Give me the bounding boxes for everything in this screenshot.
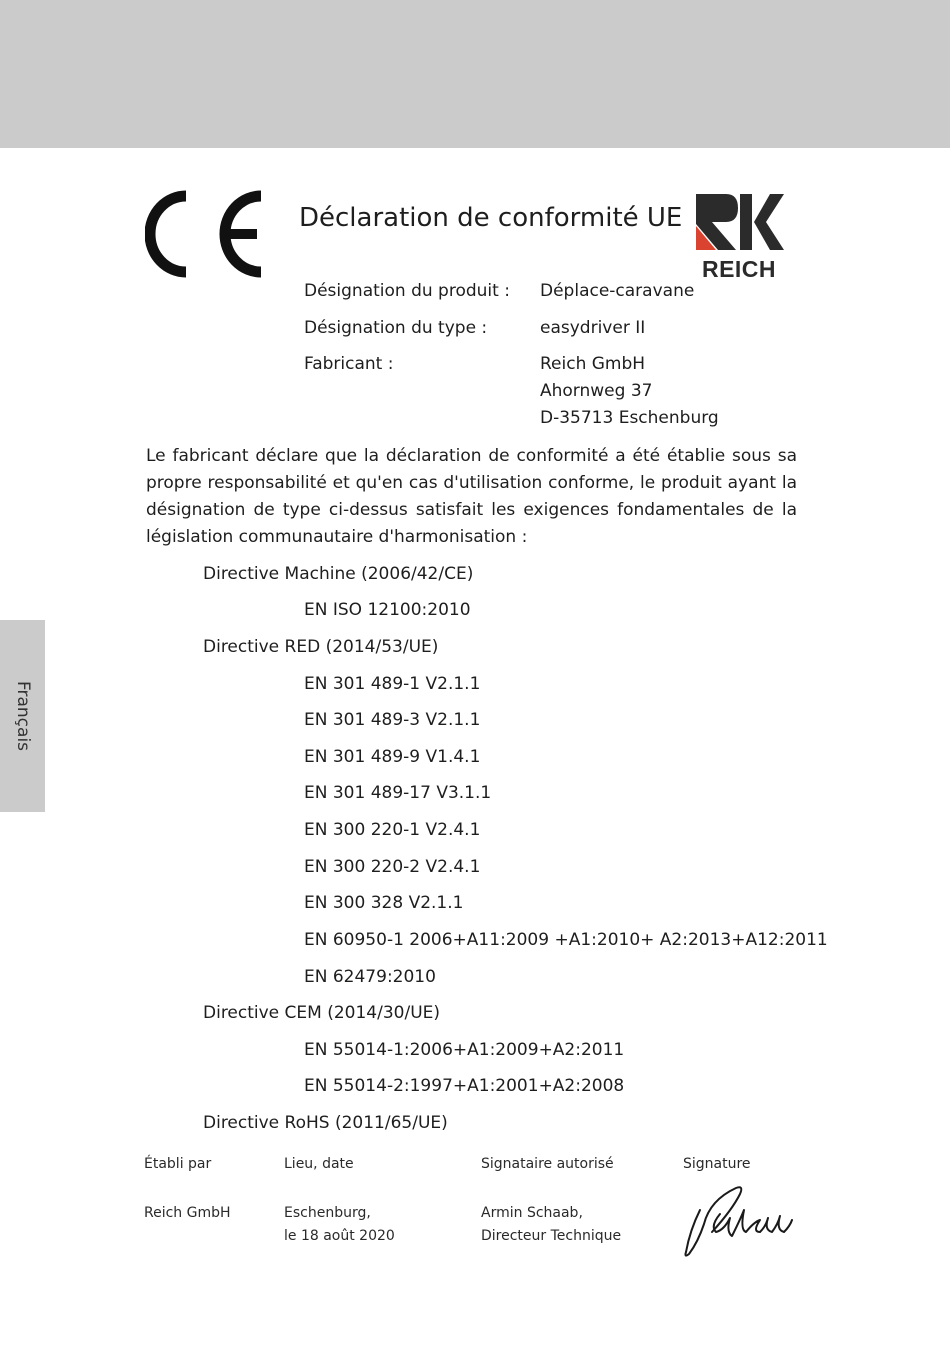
- directive-machine: Directive Machine (2006/42/CE): [203, 564, 474, 584]
- date-value: le 18 août 2020: [284, 1228, 395, 1244]
- language-tab-label: Français: [12, 680, 33, 752]
- manufacturer-name: Reich GmbH: [540, 354, 646, 374]
- place-date-label: Lieu, date: [284, 1156, 354, 1172]
- standard-item: EN 62479:2010: [304, 967, 436, 987]
- handwritten-signature: [680, 1180, 795, 1262]
- standard-item: EN 301 489-17 V3.1.1: [304, 783, 492, 803]
- manufacturer-city: D-35713 Eschenburg: [540, 408, 719, 428]
- signatory-name: Armin Schaab,: [481, 1205, 583, 1221]
- standard-item: EN 300 220-1 V2.4.1: [304, 820, 481, 840]
- standard-item: EN 301 489-3 V2.1.1: [304, 710, 481, 730]
- standard-item: EN 55014-1:2006+A1:2009+A2:2011: [304, 1040, 625, 1060]
- standard-item: EN ISO 12100:2010: [304, 600, 471, 620]
- directive-rohs: Directive RoHS (2011/65/UE): [203, 1113, 448, 1133]
- standard-item: EN 301 489-1 V2.1.1: [304, 674, 481, 694]
- reich-logo: [694, 192, 784, 284]
- signatory-title: Directeur Technique: [481, 1228, 622, 1244]
- manufacturer-label: Fabricant :: [304, 354, 394, 374]
- logo-wordmark: REICH: [701, 256, 777, 282]
- language-tab: [0, 620, 45, 812]
- ce-mark-icon: [145, 188, 267, 280]
- established-by-label: Établi par: [144, 1156, 212, 1172]
- directive-red: Directive RED (2014/53/UE): [203, 637, 439, 657]
- place-value: Eschenburg,: [284, 1205, 371, 1221]
- directive-cem: Directive CEM (2014/30/UE): [203, 1003, 441, 1023]
- standard-item: EN 301 489-9 V1.4.1: [304, 747, 481, 767]
- header-band: [0, 0, 950, 148]
- standard-item: EN 60950-1 2006+A11:2009 +A1:2010+ A2:2013+A12:2011: [304, 930, 828, 950]
- standard-item: EN 300 328 V2.1.1: [304, 893, 464, 913]
- page-title: Déclaration de conformité UE: [299, 203, 683, 233]
- manufacturer-street: Ahornweg 37: [540, 381, 653, 401]
- established-by-value: Reich GmbH: [144, 1205, 231, 1221]
- signatory-label: Signataire autorisé: [481, 1156, 614, 1172]
- type-designation-label: Désignation du type :: [304, 318, 488, 338]
- product-designation-label: Désignation du produit :: [304, 281, 510, 301]
- standard-item: EN 55014-2:1997+A1:2001+A2:2008: [304, 1076, 625, 1096]
- signature-label: Signature: [683, 1156, 751, 1172]
- type-designation-value: easydriver II: [540, 318, 646, 338]
- declaration-paragraph: Le fabricant déclare que la déclaration de conformité a été établie sous sa propre responsabilité et qu'en cas d'utilisation conforme, le produit ayant la désignation de type ci-dessus satisfait les exigences fondamentales de la législation communautaire d'harmonisation :: [146, 446, 797, 547]
- product-designation-value: Déplace-caravane: [540, 281, 695, 301]
- standard-item: EN 300 220-2 V2.4.1: [304, 857, 481, 877]
